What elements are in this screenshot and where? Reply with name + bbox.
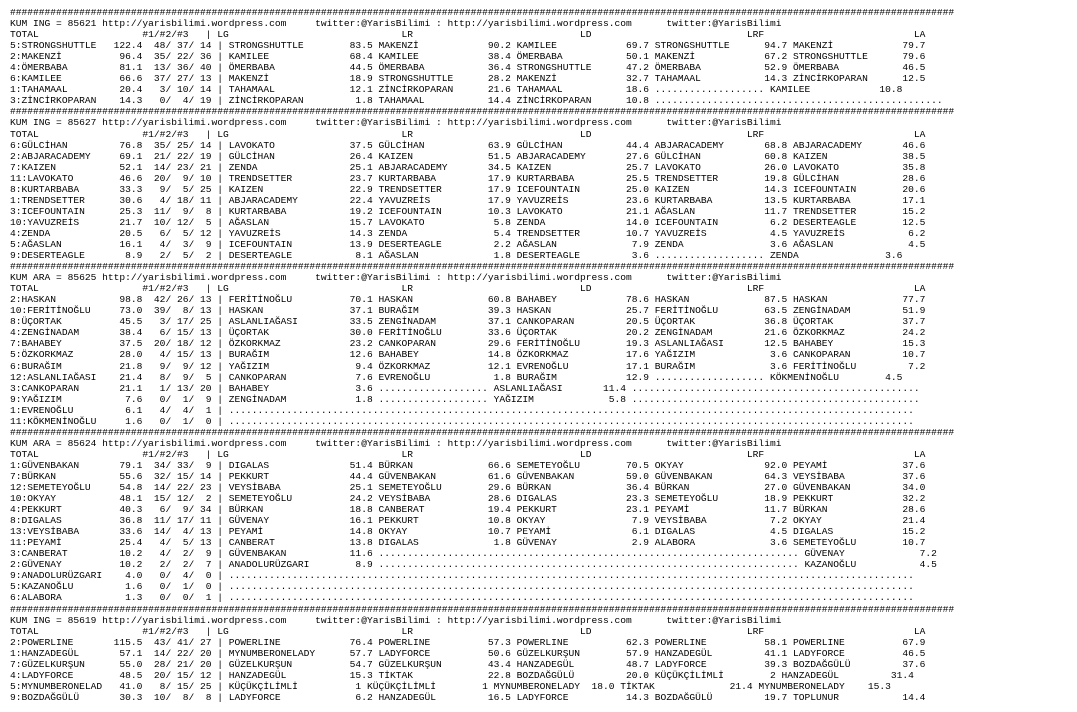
horse-row-line: 7:BAHABEY 37.5 20/ 18/ 12 | ÖZKORKMAZ 23.2 CANKOPARAN 29.6 FERİTİNOĞLU 19.3 ASLANLIAĞASI 12.5 BAHABEY 15.3 [10,338,926,350]
race-header-line: KUM ING = 85619 http://yarisbilimi.wordpress.com twitter:@YarisBilimi : http://yarisbilimi.wordpress.com twitter:@YarisBilimi [10,614,782,626]
horse-row-line: 7:GÜZELKURŞUN 55.0 28/ 21/ 20 | GÜZELKURŞUN 54.7 GÜZELKURŞUN 43.4 HANZADEGÜL 48.7 LADYFORCE 39.3 BOZDAĞGÜLÜ 37.6 [10,658,926,670]
horse-row-line: 4:PEKKURT 40.3 6/ 9/ 34 | BÜRKAN 18.8 CANBERAT 19.4 PEKKURT 23.1 PEYAMİ 11.7 BÜRKAN 28.6 [10,504,926,516]
horse-row-line: 2:POWERLINE 115.5 43/ 41/ 27 | POWERLINE 76.4 POWERLINE 57.3 POWERLINE 62.3 POWERLINE 58.1 POWERLINE 67.9 [10,636,926,648]
column-header-line: TOTAL #1/#2/#3 | LG LR LD LRF LA [10,128,926,140]
horse-row-line: 1:EVRENOĞLU 6.1 4/ 4/ 1 | ....................................................................................................................... [10,404,914,416]
horse-row-line: 3:ICEFOUNTAIN 25.3 11/ 9/ 8 | KURTARBABA 19.2 ICEFOUNTAIN 10.3 LAVOKATO 21.1 AĞASLAN 11.7 TRENDSETTER 15.2 [10,205,926,217]
horse-row-line: 9:DESERTEAGLE 8.9 2/ 5/ 2 | DESERTEAGLE 8.1 AĞASLAN 1.8 DESERTEAGLE 3.6 ................... ZENDA 3.6 [10,250,903,262]
horse-row-line: 5:ÖZKORKMAZ 28.0 4/ 15/ 13 | BURAĞIM 12.6 BAHABEY 14.8 ÖZKORKMAZ 17.6 YAĞIZIM 3.6 CANKOPARAN 10.7 [10,349,926,361]
horse-row-line: 3:ZİNCİRKOPARAN 14.3 0/ 4/ 19 | ZİNCİRKOPARAN 1.8 TAHAMAAL 14.4 ZİNCİRKOPARAN 10.8 .................................................. [10,95,943,107]
horse-row-line: 1:TAHAMAAL 20.4 3/ 10/ 14 | TAHAMAAL 12.1 ZİNCİRKOPARAN 21.6 TAHAMAAL 18.6 ................... KAMILEE 10.8 [10,84,903,96]
separator-line: #################################################################################################################################################################### [10,106,955,118]
horse-row-line: 10:FERİTİNOĞLU 73.0 39/ 8/ 13 | HASKAN 37.1 BURAĞIM 39.3 HASKAN 25.7 FERİTİNOĞLU 63.5 ZENGİNADAM 51.9 [10,305,926,317]
race-header-line: KUM ARA = 85625 http://yarisbilimi.wordpress.com twitter:@YarisBilimi : http://yarisbilimi.wordpress.com twitter:@YarisBilimi [10,272,782,284]
horse-row-line: 8:DIGALAS 36.8 11/ 17/ 11 | GÜVENAY 16.1 PEKKURT 10.8 OKYAY 7.9 VEYSİBABA 7.2 OKYAY 21.4 [10,515,926,527]
race-header-line: KUM ING = 85627 http://yarisbilimi.wordpress.com twitter:@YarisBilimi : http://yarisbilimi.wordpress.com twitter:@YarisBilimi [10,117,782,129]
horse-row-line: 1:GÜVENBAKAN 79.1 34/ 33/ 9 | DIGALAS 51.4 BÜRKAN 66.6 SEMETEYOĞLU 70.5 OKYAY 92.0 PEYAMİ 37.6 [10,459,926,471]
horse-row-line: 5:AĞASLAN 16.1 4/ 3/ 9 | ICEFOUNTAIN 13.9 DESERTEAGLE 2.2 AĞASLAN 7.9 ZENDA 3.6 AĞASLAN 4.5 [10,238,926,250]
horse-row-line: 8:ÜÇORTAK 45.5 3/ 17/ 25 | ASLANLIAĞASI 33.5 ZENGİNADAM 37.1 CANKOPARAN 20.5 ÜÇORTAK 36.8 ÜÇORTAK 37.7 [10,316,926,328]
horse-row-line: 5:STRONGSHUTTLE 122.4 48/ 37/ 14 | STRONGSHUTTLE 83.5 MAKENZİ 90.2 KAMILEE 69.7 STRONGSHUTTLE 94.7 MAKENZİ 79.7 [10,40,926,52]
horse-row-line: 2:ABJARACADEMY 69.1 21/ 22/ 19 | GÜLCİHAN 26.4 KAIZEN 51.5 ABJARACADEMY 27.6 GÜLCİHAN 60.8 KAIZEN 38.5 [10,150,926,162]
horse-row-line: 11:PEYAMİ 25.4 4/ 5/ 13 | CANBERAT 13.8 DIGALAS 1.8 GÜVENAY 2.9 ALABORA 3.6 SEMETEYOĞLU 10.7 [10,537,926,549]
horse-row-line: 9:ANADOLURÜZGARI 4.0 0/ 4/ 0 | ....................................................................................................................... [10,570,914,582]
horse-row-line: 12:SEMETEYOĞLU 54.8 14/ 22/ 23 | VEYSİBABA 25.1 SEMETEYOĞLU 29.6 BÜRKAN 36.4 BÜRKAN 27.0 GÜVENBAKAN 34.0 [10,482,926,494]
horse-row-line: 2:HASKAN 98.8 42/ 26/ 13 | FERİTİNOĞLU 70.1 HASKAN 60.8 BAHABEY 78.6 HASKAN 87.5 HASKAN 77.7 [10,294,926,306]
horse-row-line: 4:ZENGİNADAM 38.4 6/ 15/ 13 | ÜÇORTAK 30.0 FERİTİNOĞLU 33.6 ÜÇORTAK 20.2 ZENGİNADAM 21.6 ÖZKORKMAZ 24.2 [10,327,926,339]
horse-row-line: 12:ASLANLIAĞASI 21.4 8/ 9/ 5 | CANKOPARAN 7.6 EVRENOĞLU 1.8 BURAĞIM 12.9 ................... KÖKMENİNOĞLU 4.5 [10,371,903,383]
separator-line: #################################################################################################################################################################### [10,261,955,273]
horse-row-line: 11:KÖKMENİNOĞLU 1.6 0/ 1/ 0 | ....................................................................................................................... [10,415,914,427]
horse-row-line: 6:GÜLCİHAN 76.8 35/ 25/ 14 | LAVOKATO 37.5 GÜLCİHAN 63.9 GÜLCİHAN 44.4 ABJARACADEMY 68.8 ABJARACADEMY 46.6 [10,139,926,151]
race-statistics-text-sheet [10,7,1072,707]
horse-row-line: 6:KAMILEE 66.6 37/ 27/ 13 | MAKENZİ 18.9 STRONGSHUTTLE 28.2 MAKENZİ 32.7 TAHAMAAL 14.3 ZİNCİRKOPARAN 12.5 [10,73,926,85]
horse-row-line: 13:VEYSİBABA 33.6 14/ 4/ 13 | PEYAMİ 14.8 OKYAY 10.7 PEYAMİ 6.1 DIGALAS 4.5 DIGALAS 15.2 [10,526,926,538]
horse-row-line: 3:CANKOPARAN 21.1 1/ 13/ 20 | BAHABEY 3.6 ................... ASLANLIAĞASI 11.4 .................................................. [10,382,920,394]
separator-line: #################################################################################################################################################################### [10,426,955,438]
race-header-line: KUM ING = 85621 http://yarisbilimi.wordpress.com twitter:@YarisBilimi : http://yarisbilimi.wordpress.com twitter:@YarisBilimi [10,18,782,30]
horse-row-line: 1:TRENDSETTER 30.6 4/ 18/ 11 | ABJARACADEMY 22.4 YAVUZREİS 17.9 YAVUZREİS 23.6 KURTARBABA 13.5 KURTARBABA 17.1 [10,194,926,206]
race-header-line: KUM ARA = 85624 http://yarisbilimi.wordpress.com twitter:@YarisBilimi : http://yarisbilimi.wordpress.com twitter:@YarisBilimi [10,437,782,449]
horse-row-line: 3:CANBERAT 10.2 4/ 2/ 9 | GÜVENBAKAN 11.6 ......................................................................... GÜVENAY 7.2 [10,548,937,560]
column-header-line: TOTAL #1/#2/#3 | LG LR LD LRF LA [10,448,926,460]
horse-row-line: 5:MYNUMBERONELAD 41.0 8/ 15/ 25 | KÜÇÜKÇİLİMLİ 1 KÜÇÜKÇİLİMLİ 1 MYNUMBERONELADY 18.0 TİKTAK 21.4 MYNUMBERONELADY 15.3 [10,680,891,692]
horse-row-line: 11:LAVOKATO 46.6 20/ 9/ 10 | TRENDSETTER 23.7 KURTARBABA 17.9 KURTARBABA 25.5 TRENDSETTER 19.8 GÜLCİHAN 28.6 [10,172,926,184]
separator-line: #################################################################################################################################################################### [10,603,955,615]
column-header-line: TOTAL #1/#2/#3 | LG LR LD LRF LA [10,29,926,41]
horse-row-line: 8:KURTARBABA 33.3 9/ 5/ 25 | KAIZEN 22.9 TRENDSETTER 17.9 ICEFOUNTAIN 25.0 KAIZEN 14.3 ICEFOUNTAIN 20.6 [10,183,926,195]
horse-row-line: 4:LADYFORCE 48.5 20/ 15/ 12 | HANZADEGÜL 15.3 TİKTAK 22.8 BOZDAĞGÜLÜ 20.0 KÜÇÜKÇİLİMLİ 2 HANZADEGÜL 31.4 [10,669,914,681]
horse-row-line: 4:ÖMERBABA 81.1 13/ 36/ 40 | ÖMERBABA 44.5 ÖMERBABA 36.4 STRONGSHUTTLE 47.2 ÖMERBABA 52.9 ÖMERBABA 46.5 [10,62,926,74]
horse-row-line: 7:KAIZEN 52.1 14/ 23/ 21 | ZENDA 25.1 ABJARACADEMY 34.5 KAIZEN 25.7 LAVOKATO 26.0 LAVOKATO 35.8 [10,161,926,173]
horse-row-line: 1:HANZADEGÜL 57.1 14/ 22/ 20 | MYNUMBERONELADY 57.7 LADYFORCE 50.6 GÜZELKURŞUN 57.9 HANZADEGÜL 41.1 LADYFORCE 46.5 [10,647,926,659]
horse-row-line: 2:GÜVENAY 10.2 2/ 2/ 7 | ANADOLURÜZGARI 8.9 ......................................................................... KAZANOĞLU 4.5 [10,559,937,571]
horse-row-line: 6:BURAĞIM 21.8 9/ 9/ 12 | YAĞIZIM 9.4 ÖZKORKMAZ 12.1 EVRENOĞLU 17.1 BURAĞIM 3.6 FERİTİNOĞLU 7.2 [10,360,926,372]
separator-line: #################################################################################################################################################################### [10,7,955,18]
horse-row-line: 5:KAZANOĞLU 1.6 0/ 1/ 0 | ....................................................................................................................... [10,581,914,593]
horse-row-line: 2:MAKENZİ 96.4 35/ 22/ 36 | KAMILEE 68.4 KAMILEE 38.4 ÖMERBABA 50.1 MAKENZİ 67.2 STRONGSHUTTLE 79.6 [10,51,926,63]
horse-row-line: 9:YAĞIZIM 7.6 0/ 1/ 9 | ZENGİNADAM 1.8 ................... YAĞIZIM 5.8 .................................................. [10,393,920,405]
horse-row-line: 10:OKYAY 48.1 15/ 12/ 2 | SEMETEYOĞLU 24.2 VEYSİBABA 28.6 DIGALAS 23.3 SEMETEYOĞLU 18.9 PEKKURT 32.2 [10,493,926,505]
column-header-line: TOTAL #1/#2/#3 | LG LR LD LRF LA [10,283,926,295]
horse-row-line: 6:ALABORA 1.3 0/ 0/ 1 | ....................................................................................................................... [10,592,914,604]
column-header-line: TOTAL #1/#2/#3 | LG LR LD LRF LA [10,625,926,637]
horse-row-line: 10:YAVUZREİS 21.7 10/ 12/ 5 | AĞASLAN 15.7 LAVOKATO 5.8 ZENDA 14.0 ICEFOUNTAIN 6.2 DESERTEAGLE 12.5 [10,216,926,228]
horse-row-line: 4:ZENDA 20.5 6/ 5/ 12 | YAVUZREİS 14.3 ZENDA 5.4 TRENDSETTER 10.7 YAVUZREİS 4.5 YAVUZREİS 6.2 [10,227,926,239]
horse-row-line: 9:BOZDAĞGÜLÜ 30.3 10/ 8/ 8 | LADYFORCE 6.2 HANZADEGÜL 16.5 LADYFORCE 14.3 BOZDAĞGÜLÜ 19.7 TOPLUNUR 14.4 [10,691,926,703]
horse-row-line: 7:BÜRKAN 55.6 32/ 15/ 14 | PEKKURT 44.4 GÜVENBAKAN 61.6 GÜVENBAKAN 59.0 GÜVENBAKAN 64.3 VEYSİBABA 37.6 [10,470,926,482]
